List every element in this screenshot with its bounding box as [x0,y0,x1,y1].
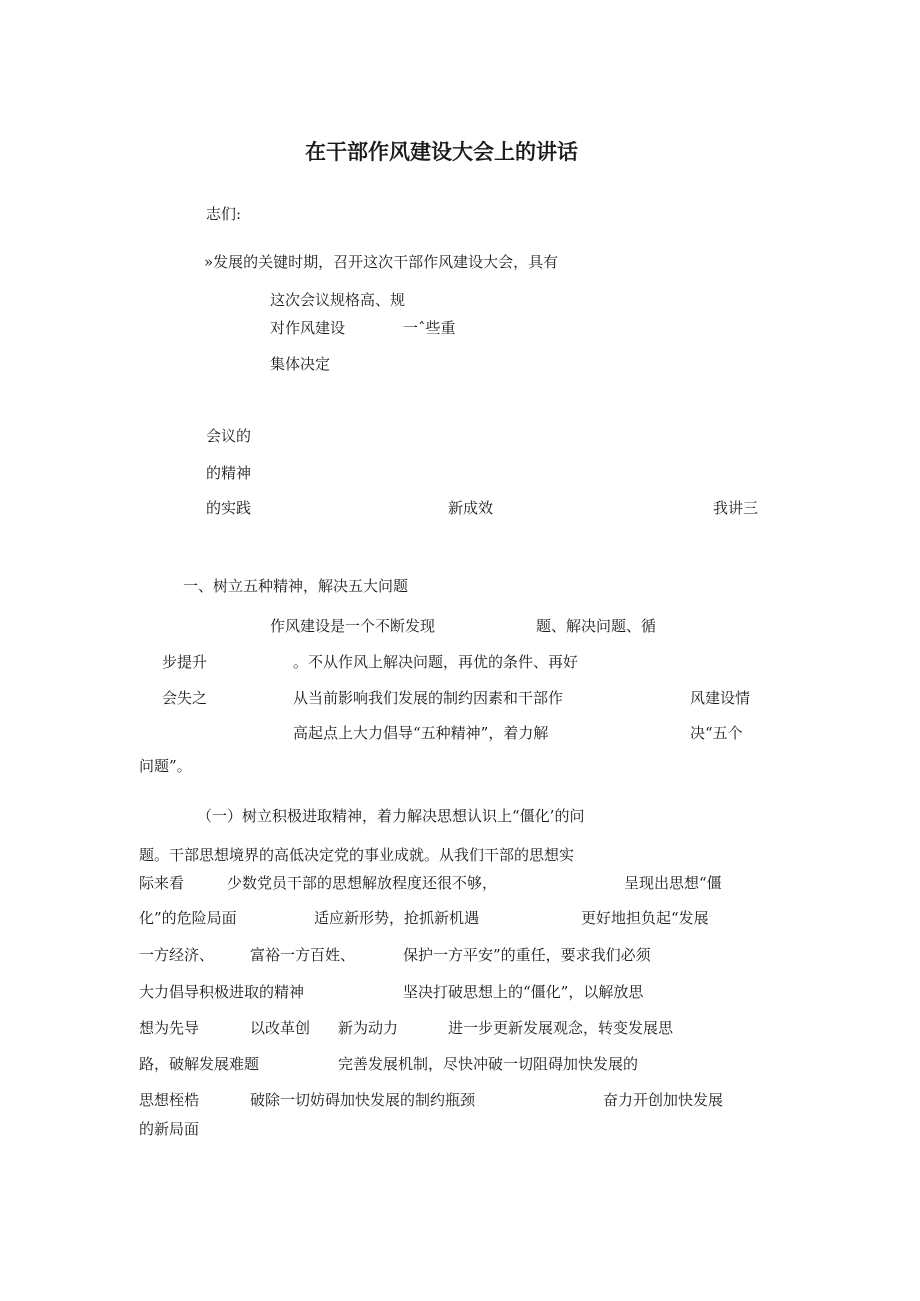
paragraph-line: 路，破解发展难题 [139,1055,260,1073]
paragraph-line: 思想桎梏 [139,1091,200,1109]
paragraph-line: 从当前影响我们发展的制约因素和干部作 [293,689,564,707]
paragraph-line: 的新局面 [139,1120,200,1138]
paragraph-line: 步提升 [162,653,208,671]
paragraph-line: 保护一方平安”的重任，要求我们必须 [403,946,651,964]
intro-line: 对作风建设 [270,319,346,337]
paragraph-line: 适应新形势，抢抓新机遇 [314,909,480,927]
subsection-heading: （一）树立积极进取精神，着力解决思想认识上“僵化’的问 [197,807,585,825]
paragraph-line: 更好地担负起“发展 [581,909,709,927]
paragraph-line: 题、解决问题、循 [536,617,657,635]
paragraph-line: 坚决打破思想上的“僵化”，以解放思 [403,983,644,1001]
paragraph-line: 大力倡导积极进取的精神 [139,983,305,1001]
paragraph-line: 新为动力 [338,1019,399,1037]
paragraph-line: 奋力开创加快发展 [603,1091,724,1109]
paragraph-line: 作风建设是一个不断发现 [270,617,436,635]
meeting-line: 的实践 [206,499,252,517]
meeting-line: 会议的 [206,427,252,445]
paragraph-line: 际来看 [139,874,185,892]
paragraph-line: 问题”。 [139,757,192,775]
paragraph-line: 会失之 [162,689,208,707]
paragraph-line: 。不从作风上解决问题，再优的条件、再好 [293,653,579,671]
meeting-line: 新成效 [448,499,494,517]
meeting-line: 我讲三 [713,499,759,517]
intro-line: 这次会议规格高、规 [270,291,406,309]
paragraph-line: 风建设情 [690,689,751,707]
paragraph-line: 题。干部思想境界的高低决定党的事业成就。从我们干部的思想实 [139,846,575,864]
paragraph-line: 一方经济、 [139,946,215,964]
paragraph-line: 破除一切妨碍加快发展的制约瓶颈 [250,1091,476,1109]
paragraph-line: 化”的危险局面 [139,909,237,927]
section-heading: 一、树立五种精神，解决五大问题 [183,577,409,595]
paragraph-line: 呈现出思想“僵 [624,874,722,892]
paragraph-line: 决“五个 [690,724,743,742]
paragraph-line: 完善发展机制，尽快冲破一切阻碍加快发展的 [338,1055,639,1073]
paragraph-line: 高起点上大力倡导“五种精神”，着力解 [293,724,549,742]
paragraph-line: 少数党员干部的思想解放程度还很不够， [227,874,498,892]
intro-line: 集体决定 [270,355,331,373]
meeting-line: 的精神 [206,464,252,482]
salutation: 志们: [206,205,242,223]
paragraph-line: 进一步更新发展观念，转变发展思 [448,1019,674,1037]
paragraph-line: 以改革创 [250,1019,311,1037]
intro-line: »发展的关键时期，召开这次干部作风建设大会，具有 [204,253,559,271]
intro-line: 一ˆ些重 [403,319,456,337]
paragraph-line: 富裕一方百姓、 [250,946,356,964]
paragraph-line: 想为先导 [139,1019,200,1037]
page-title: 在干部作风建设大会上的讲话 [305,140,578,164]
